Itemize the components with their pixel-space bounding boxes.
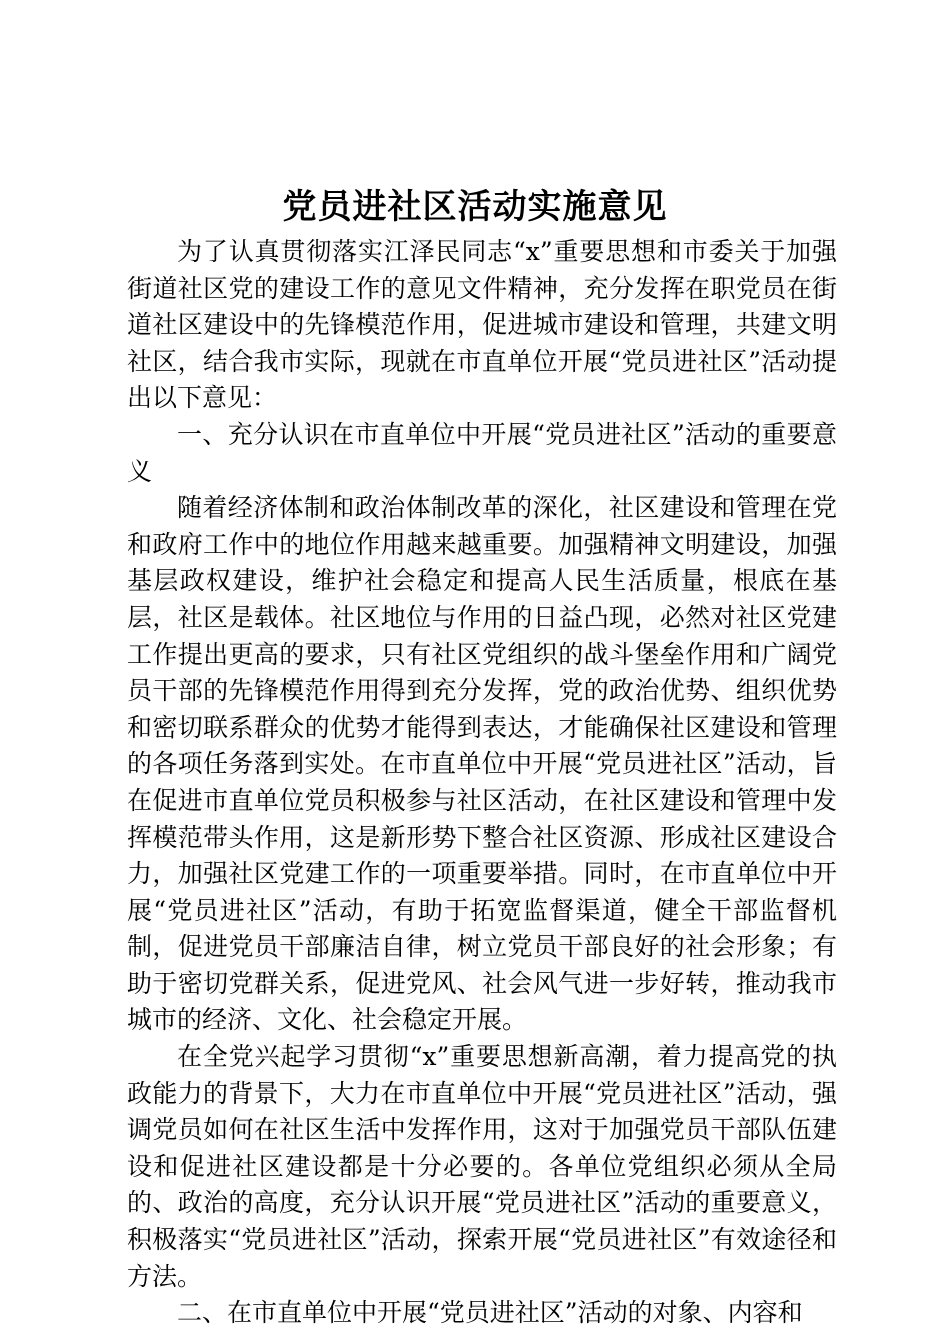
paragraph-intro: 为了认真贯彻落实江泽民同志“x”重要思想和市委关于加强街道社区党的建设工作的意见文件精神，充分发挥在职党员在街道社区建设中的先锋模范作用，促进城市建设和管理，共建文明社区，结合我市实际，现就在市直单位开展“党员进社区”活动提出以下意见： xyxy=(127,237,837,413)
document-body xyxy=(127,234,837,1332)
section-heading-1: 一、充分认识在市直单位中开展“党员进社区”活动的重要意义 xyxy=(127,419,837,486)
section-heading-2: 二、在市直单位中开展“党员进社区”活动的对象、内容和 xyxy=(177,1298,803,1328)
paragraph-significance: 随着经济体制和政治体制改革的深化，社区建设和管理在党和政府工作中的地位作用越来越重要。加强精神文明建设，加强基层政权建设，维护社会稳定和提高人民生活质量，根底在基层，社区是载体。社区地位与作用的日益凸现，必然对社区党建工作提出更高的要求，只有社区党组织的战斗堡垒作用和广阔党员干部的先锋模范作用得到充分发挥，党的政治优势、组织优势和密切联系群众的优势才能得到表达，才能确保社区建设和管理的各项任务落到实处。在市直单位中开展“党员进社区”活动，旨在促进市直单位党员积极参与社区活动，在社区建设和管理中发挥模范带头作用，这是新形势下整合社区资源、形成社区建设合力，加强社区党建工作的一项重要举措。同时，在市直单位中开展“党员进社区”活动，有助于拓宽监督渠道，健全干部监督机制，促进党员干部廉洁自律，树立党员干部良好的社会形象；有助于密切党群关系，促进党风、社会风气进一步好转，推动我市城市的经济、文化、社会稳定开展。 xyxy=(127,493,837,1035)
document-title: 党员进社区活动实施意见 xyxy=(282,187,668,227)
paragraph-background: 在全党兴起学习贯彻“x”重要思想新高潮，着力提高党的执政能力的背景下，大力在市直单位中开展“党员进社区”活动，强调党员如何在社区生活中发挥作用，这对于加强党员干部队伍建设和促进社区建设都是十分必要的。各单位党组织必须从全局的、政治的高度，充分认识开展“党员进社区”活动的重要意义，积极落实“党员进社区”活动，探索开展“党员进社区”有效途径和方法。 xyxy=(127,1042,837,1291)
